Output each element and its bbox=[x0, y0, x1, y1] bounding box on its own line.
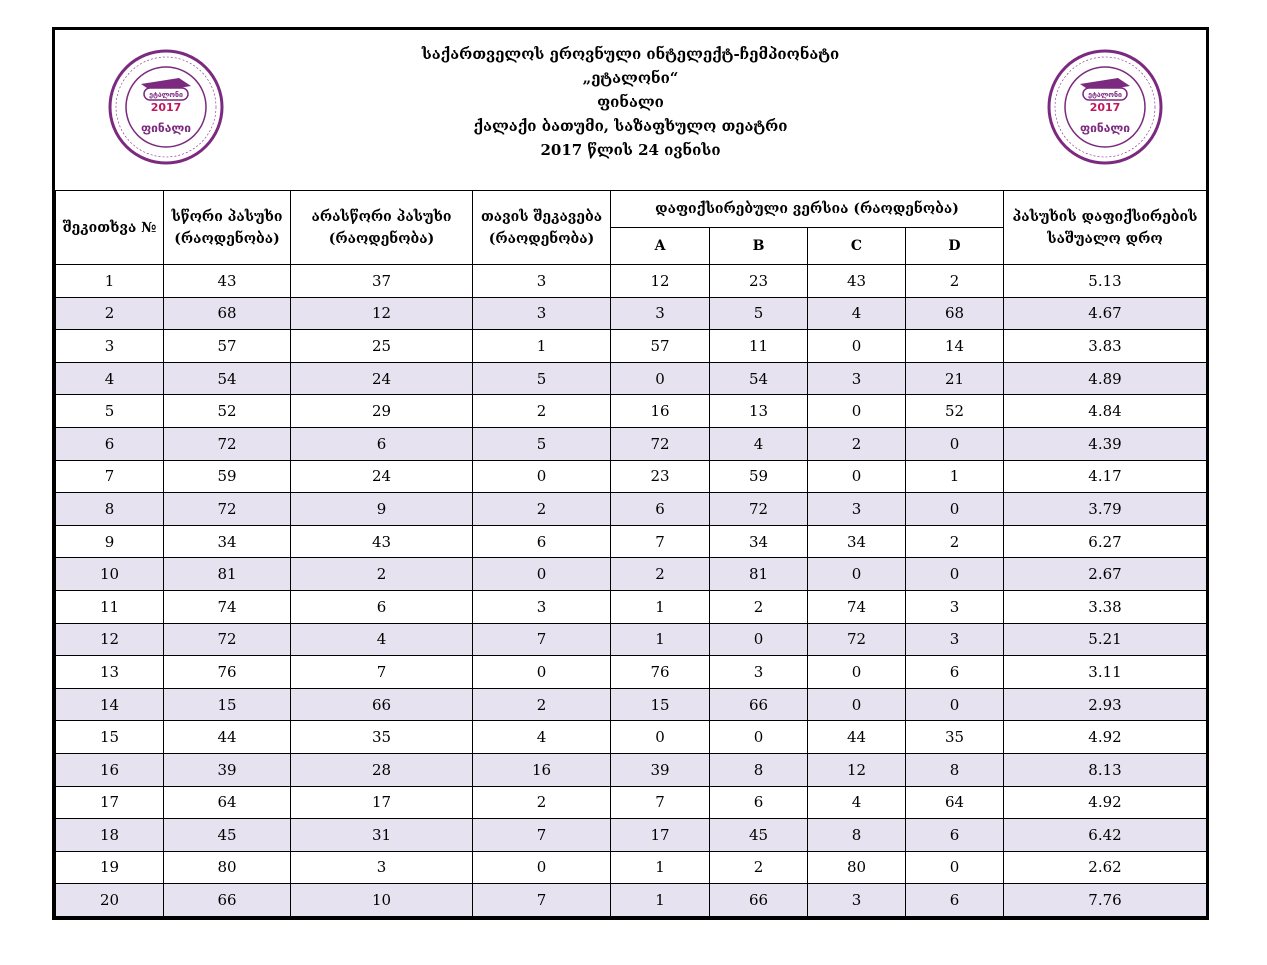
cell-c: 3 bbox=[808, 493, 906, 526]
stage-name: ფინალი bbox=[597, 93, 664, 111]
cell-d: 0 bbox=[906, 427, 1004, 460]
cell-abstained: 3 bbox=[473, 590, 611, 623]
col-header-avg-time: პასუხის დაფიქსირების საშუალო დრო bbox=[1004, 191, 1207, 265]
cell-correct: 64 bbox=[164, 786, 291, 819]
cell-incorrect: 9 bbox=[291, 493, 473, 526]
cell-correct: 72 bbox=[164, 623, 291, 656]
cell-abstained: 5 bbox=[473, 427, 611, 460]
cell-c: 8 bbox=[808, 819, 906, 852]
cell-a: 1 bbox=[611, 623, 710, 656]
logo-brand: ეტალონი bbox=[1088, 91, 1122, 99]
cell-avg-time: 3.83 bbox=[1004, 330, 1207, 363]
cell-correct: 74 bbox=[164, 590, 291, 623]
table-row bbox=[56, 395, 1207, 428]
cell-a: 0 bbox=[611, 362, 710, 395]
cell-correct: 34 bbox=[164, 525, 291, 558]
cell-question: 16 bbox=[56, 753, 164, 786]
cell-correct: 44 bbox=[164, 721, 291, 754]
cell-a: 16 bbox=[611, 395, 710, 428]
cell-incorrect: 35 bbox=[291, 721, 473, 754]
table-row bbox=[56, 590, 1207, 623]
cell-a: 7 bbox=[611, 786, 710, 819]
cell-c: 2 bbox=[808, 427, 906, 460]
cell-question: 8 bbox=[56, 493, 164, 526]
table-row bbox=[56, 525, 1207, 558]
cell-c: 3 bbox=[808, 362, 906, 395]
cell-correct: 52 bbox=[164, 395, 291, 428]
logo-stage: ფინალი bbox=[140, 121, 192, 135]
col-header-incorrect: არასწორი პასუხი (რაოდენობა) bbox=[291, 191, 473, 265]
cell-question: 20 bbox=[56, 884, 164, 917]
cell-b: 0 bbox=[710, 623, 808, 656]
cell-question: 18 bbox=[56, 819, 164, 852]
cell-a: 1 bbox=[611, 590, 710, 623]
cell-avg-time: 4.84 bbox=[1004, 395, 1207, 428]
cell-c: 44 bbox=[808, 721, 906, 754]
cell-b: 66 bbox=[710, 884, 808, 917]
header bbox=[55, 30, 1206, 192]
cell-question: 12 bbox=[56, 623, 164, 656]
cell-correct: 72 bbox=[164, 427, 291, 460]
cell-d: 0 bbox=[906, 851, 1004, 884]
cell-abstained: 7 bbox=[473, 819, 611, 852]
cell-incorrect: 6 bbox=[291, 590, 473, 623]
cell-incorrect: 24 bbox=[291, 362, 473, 395]
table-row bbox=[56, 623, 1207, 656]
cell-b: 2 bbox=[710, 851, 808, 884]
cell-correct: 81 bbox=[164, 558, 291, 591]
cell-a: 17 bbox=[611, 819, 710, 852]
cell-incorrect: 10 bbox=[291, 884, 473, 917]
cell-a: 57 bbox=[611, 330, 710, 363]
cell-incorrect: 6 bbox=[291, 427, 473, 460]
table-row bbox=[56, 851, 1207, 884]
cell-question: 10 bbox=[56, 558, 164, 591]
cell-avg-time: 4.17 bbox=[1004, 460, 1207, 493]
cell-d: 1 bbox=[906, 460, 1004, 493]
cell-c: 43 bbox=[808, 265, 906, 298]
cell-abstained: 3 bbox=[473, 297, 611, 330]
cell-b: 11 bbox=[710, 330, 808, 363]
cell-correct: 76 bbox=[164, 656, 291, 689]
cell-incorrect: 17 bbox=[291, 786, 473, 819]
cell-d: 2 bbox=[906, 265, 1004, 298]
cell-incorrect: 2 bbox=[291, 558, 473, 591]
cell-d: 64 bbox=[906, 786, 1004, 819]
col-header-question: შეკითხვა № bbox=[56, 191, 164, 265]
cell-incorrect: 7 bbox=[291, 656, 473, 689]
cell-correct: 15 bbox=[164, 688, 291, 721]
cell-question: 15 bbox=[56, 721, 164, 754]
cell-correct: 66 bbox=[164, 884, 291, 917]
cell-abstained: 1 bbox=[473, 330, 611, 363]
cell-avg-time: 2.93 bbox=[1004, 688, 1207, 721]
logo-stage: ფინალი bbox=[1079, 121, 1131, 135]
cell-a: 1 bbox=[611, 851, 710, 884]
cell-abstained: 0 bbox=[473, 460, 611, 493]
cell-d: 14 bbox=[906, 330, 1004, 363]
results-body bbox=[56, 265, 1207, 917]
cell-avg-time: 3.79 bbox=[1004, 493, 1207, 526]
cell-b: 59 bbox=[710, 460, 808, 493]
cell-b: 13 bbox=[710, 395, 808, 428]
cell-avg-time: 6.42 bbox=[1004, 819, 1207, 852]
etaloni-logo-right bbox=[1046, 48, 1164, 166]
cell-avg-time: 7.76 bbox=[1004, 884, 1207, 917]
cell-question: 19 bbox=[56, 851, 164, 884]
cell-avg-time: 5.21 bbox=[1004, 623, 1207, 656]
cell-correct: 57 bbox=[164, 330, 291, 363]
cell-c: 4 bbox=[808, 297, 906, 330]
cell-question: 17 bbox=[56, 786, 164, 819]
table-row bbox=[56, 786, 1207, 819]
cell-incorrect: 4 bbox=[291, 623, 473, 656]
cell-correct: 43 bbox=[164, 265, 291, 298]
cell-a: 72 bbox=[611, 427, 710, 460]
cell-abstained: 16 bbox=[473, 753, 611, 786]
cell-question: 9 bbox=[56, 525, 164, 558]
cell-a: 2 bbox=[611, 558, 710, 591]
cell-b: 81 bbox=[710, 558, 808, 591]
cell-d: 6 bbox=[906, 656, 1004, 689]
event-date: 2017 წლის 24 ივნისი bbox=[540, 141, 721, 159]
cell-a: 39 bbox=[611, 753, 710, 786]
cell-b: 45 bbox=[710, 819, 808, 852]
table-row bbox=[56, 753, 1207, 786]
cell-correct: 68 bbox=[164, 297, 291, 330]
cell-abstained: 2 bbox=[473, 493, 611, 526]
cell-correct: 80 bbox=[164, 851, 291, 884]
cell-correct: 45 bbox=[164, 819, 291, 852]
cell-abstained: 0 bbox=[473, 656, 611, 689]
cell-question: 13 bbox=[56, 656, 164, 689]
cell-d: 52 bbox=[906, 395, 1004, 428]
cell-correct: 72 bbox=[164, 493, 291, 526]
cell-avg-time: 4.39 bbox=[1004, 427, 1207, 460]
cell-avg-time: 5.13 bbox=[1004, 265, 1207, 298]
cell-b: 54 bbox=[710, 362, 808, 395]
cell-correct: 59 bbox=[164, 460, 291, 493]
cell-c: 0 bbox=[808, 460, 906, 493]
col-header-b: B bbox=[710, 228, 808, 265]
logo-brand: ეტალონი bbox=[149, 91, 183, 99]
cell-avg-time: 4.89 bbox=[1004, 362, 1207, 395]
cell-d: 21 bbox=[906, 362, 1004, 395]
cell-abstained: 2 bbox=[473, 395, 611, 428]
table-row bbox=[56, 427, 1207, 460]
cell-question: 7 bbox=[56, 460, 164, 493]
cell-a: 76 bbox=[611, 656, 710, 689]
cell-b: 2 bbox=[710, 590, 808, 623]
cell-avg-time: 4.92 bbox=[1004, 721, 1207, 754]
cell-c: 3 bbox=[808, 884, 906, 917]
col-header-abstained: თავის შეკავება (რაოდენობა) bbox=[473, 191, 611, 265]
cell-question: 14 bbox=[56, 688, 164, 721]
cell-abstained: 0 bbox=[473, 851, 611, 884]
col-header-d: D bbox=[906, 228, 1004, 265]
cell-d: 3 bbox=[906, 590, 1004, 623]
cell-d: 0 bbox=[906, 558, 1004, 591]
cell-c: 0 bbox=[808, 395, 906, 428]
cell-d: 8 bbox=[906, 753, 1004, 786]
col-header-fixed-version: დაფიქსირებული ვერსია (რაოდენობა) bbox=[611, 191, 1004, 228]
cell-question: 2 bbox=[56, 297, 164, 330]
cell-b: 34 bbox=[710, 525, 808, 558]
cell-d: 0 bbox=[906, 493, 1004, 526]
cell-question: 6 bbox=[56, 427, 164, 460]
table-row bbox=[56, 688, 1207, 721]
table-row bbox=[56, 884, 1207, 917]
cell-a: 6 bbox=[611, 493, 710, 526]
cell-incorrect: 3 bbox=[291, 851, 473, 884]
cell-b: 23 bbox=[710, 265, 808, 298]
cell-d: 6 bbox=[906, 884, 1004, 917]
cell-d: 3 bbox=[906, 623, 1004, 656]
table-row bbox=[56, 493, 1207, 526]
cell-abstained: 6 bbox=[473, 525, 611, 558]
cell-incorrect: 24 bbox=[291, 460, 473, 493]
table-row bbox=[56, 558, 1207, 591]
cell-incorrect: 66 bbox=[291, 688, 473, 721]
cell-c: 0 bbox=[808, 688, 906, 721]
logo-year: 2017 bbox=[1089, 101, 1121, 114]
cell-correct: 39 bbox=[164, 753, 291, 786]
cell-incorrect: 25 bbox=[291, 330, 473, 363]
cell-d: 0 bbox=[906, 688, 1004, 721]
venue: ქალაქი ბათუმი, საზაფხულო თეატრი bbox=[473, 117, 788, 135]
cell-c: 4 bbox=[808, 786, 906, 819]
cell-c: 0 bbox=[808, 656, 906, 689]
cell-b: 3 bbox=[710, 656, 808, 689]
col-header-a: A bbox=[611, 228, 710, 265]
cell-a: 1 bbox=[611, 884, 710, 917]
brand-name: „ეტალონი“ bbox=[582, 69, 679, 87]
cell-a: 23 bbox=[611, 460, 710, 493]
cell-d: 68 bbox=[906, 297, 1004, 330]
cell-c: 74 bbox=[808, 590, 906, 623]
cell-question: 1 bbox=[56, 265, 164, 298]
cell-question: 11 bbox=[56, 590, 164, 623]
cell-avg-time: 4.67 bbox=[1004, 297, 1207, 330]
cell-incorrect: 29 bbox=[291, 395, 473, 428]
cell-c: 0 bbox=[808, 330, 906, 363]
cell-b: 6 bbox=[710, 786, 808, 819]
cell-question: 4 bbox=[56, 362, 164, 395]
cell-abstained: 3 bbox=[473, 265, 611, 298]
cell-b: 72 bbox=[710, 493, 808, 526]
table-row bbox=[56, 265, 1207, 298]
cell-abstained: 0 bbox=[473, 558, 611, 591]
championship-title: საქართველოს ეროვნული ინტელექტ-ჩემპიონატი bbox=[421, 45, 840, 63]
cell-avg-time: 4.92 bbox=[1004, 786, 1207, 819]
results-sheet bbox=[52, 27, 1209, 920]
header-title bbox=[355, 42, 906, 162]
cell-incorrect: 37 bbox=[291, 265, 473, 298]
cell-question: 5 bbox=[56, 395, 164, 428]
cell-correct: 54 bbox=[164, 362, 291, 395]
cell-c: 0 bbox=[808, 558, 906, 591]
cell-abstained: 2 bbox=[473, 786, 611, 819]
table-row bbox=[56, 362, 1207, 395]
cell-abstained: 7 bbox=[473, 884, 611, 917]
table-row bbox=[56, 819, 1207, 852]
etaloni-logo-left bbox=[107, 48, 225, 166]
cell-a: 7 bbox=[611, 525, 710, 558]
cell-c: 34 bbox=[808, 525, 906, 558]
results-table bbox=[55, 190, 1207, 917]
cell-abstained: 4 bbox=[473, 721, 611, 754]
cell-b: 0 bbox=[710, 721, 808, 754]
cell-incorrect: 31 bbox=[291, 819, 473, 852]
cell-c: 72 bbox=[808, 623, 906, 656]
cell-abstained: 2 bbox=[473, 688, 611, 721]
cell-abstained: 5 bbox=[473, 362, 611, 395]
cell-avg-time: 8.13 bbox=[1004, 753, 1207, 786]
cell-d: 2 bbox=[906, 525, 1004, 558]
cell-question: 3 bbox=[56, 330, 164, 363]
cell-c: 12 bbox=[808, 753, 906, 786]
cell-a: 3 bbox=[611, 297, 710, 330]
cell-a: 15 bbox=[611, 688, 710, 721]
logo-year: 2017 bbox=[150, 101, 182, 114]
table-row bbox=[56, 330, 1207, 363]
cell-b: 5 bbox=[710, 297, 808, 330]
cell-avg-time: 6.27 bbox=[1004, 525, 1207, 558]
cell-avg-time: 3.11 bbox=[1004, 656, 1207, 689]
cell-avg-time: 3.38 bbox=[1004, 590, 1207, 623]
cell-b: 8 bbox=[710, 753, 808, 786]
cell-abstained: 7 bbox=[473, 623, 611, 656]
col-header-c: C bbox=[808, 228, 906, 265]
cell-b: 66 bbox=[710, 688, 808, 721]
table-row bbox=[56, 460, 1207, 493]
cell-a: 0 bbox=[611, 721, 710, 754]
cell-avg-time: 2.62 bbox=[1004, 851, 1207, 884]
cell-incorrect: 12 bbox=[291, 297, 473, 330]
table-row bbox=[56, 721, 1207, 754]
cell-incorrect: 28 bbox=[291, 753, 473, 786]
col-header-correct: სწორი პასუხი (რაოდენობა) bbox=[164, 191, 291, 265]
cell-avg-time: 2.67 bbox=[1004, 558, 1207, 591]
table-row bbox=[56, 656, 1207, 689]
cell-d: 35 bbox=[906, 721, 1004, 754]
cell-a: 12 bbox=[611, 265, 710, 298]
cell-c: 80 bbox=[808, 851, 906, 884]
cell-b: 4 bbox=[710, 427, 808, 460]
cell-incorrect: 43 bbox=[291, 525, 473, 558]
cell-d: 6 bbox=[906, 819, 1004, 852]
table-row bbox=[56, 297, 1207, 330]
